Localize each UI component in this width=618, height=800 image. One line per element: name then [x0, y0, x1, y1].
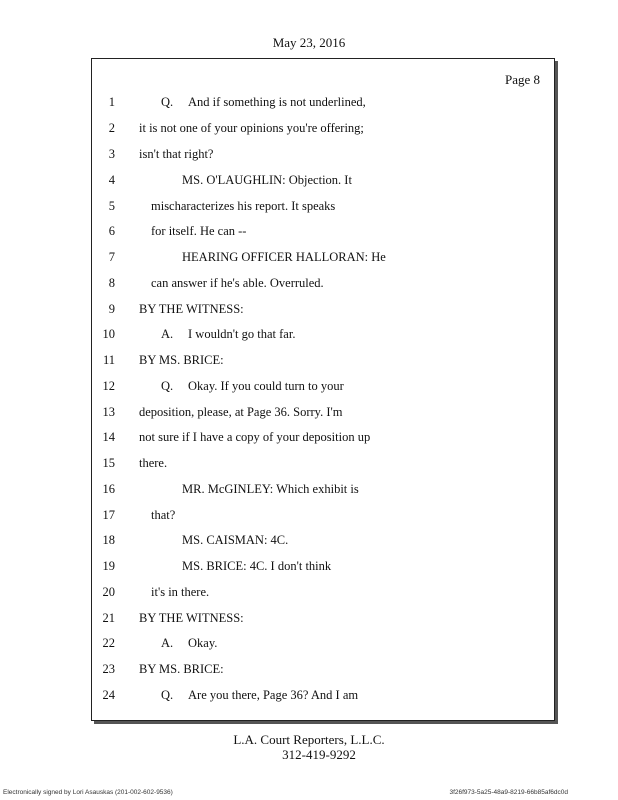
transcript-line-24: [92, 685, 554, 705]
line-text: BY THE WITNESS:: [139, 611, 244, 625]
electronic-signature: Electronically signed by Lori Asauskas (201-002-602-9536): [3, 789, 173, 796]
footer-phone: 312-419-9292: [282, 747, 356, 762]
line-number: 13: [102, 405, 115, 419]
transcript-line-19: [92, 556, 554, 576]
line-number: 22: [102, 636, 115, 650]
line-text: Q. Okay. If you could turn to your: [161, 379, 344, 393]
line-text: BY MS. BRICE:: [139, 662, 224, 676]
transcript-line-23: [92, 659, 554, 679]
transcript-page: [91, 58, 555, 721]
line-number: 8: [108, 276, 115, 290]
transcript-line-11: [92, 350, 554, 370]
header-date: May 23, 2016: [272, 35, 346, 50]
transcript-line-13: [92, 402, 554, 422]
line-number: 16: [102, 482, 115, 496]
line-number: 1: [108, 95, 115, 109]
footer-company: L.A. Court Reporters, L.L.C.: [233, 732, 385, 747]
line-number: 19: [102, 559, 115, 573]
page-number: Page 8: [504, 72, 540, 87]
footer: [0, 732, 618, 762]
line-number: 11: [102, 353, 115, 367]
line-number: 17: [102, 508, 115, 522]
line-number: 10: [102, 327, 115, 341]
line-text: A. Okay.: [161, 636, 218, 650]
line-text: there.: [139, 456, 168, 470]
transcript-line-16: [92, 479, 554, 499]
line-number: 7: [108, 250, 115, 264]
transcript-line-3: [92, 144, 554, 164]
transcript-line-2: [92, 118, 554, 138]
transcript-line-21: [92, 608, 554, 628]
line-number: 21: [102, 611, 115, 625]
line-text: Q. And if something is not underlined,: [161, 95, 366, 109]
line-text: BY THE WITNESS:: [139, 302, 244, 316]
line-text: not sure if I have a copy of your deposition up: [139, 430, 371, 444]
line-text: MS. BRICE: 4C. I don't think: [182, 559, 332, 573]
line-number: 2: [108, 121, 115, 135]
transcript-line-20: [92, 582, 554, 602]
line-number: 6: [108, 224, 115, 238]
transcript-line-6: [92, 221, 554, 241]
line-number: 5: [108, 199, 115, 213]
line-text: MS. CAISMAN: 4C.: [182, 533, 289, 547]
line-text: deposition, please, at Page 36. Sorry. I'm: [139, 405, 343, 419]
line-text: HEARING OFFICER HALLORAN: He: [182, 250, 386, 264]
line-number: 18: [102, 533, 115, 547]
line-text: mischaracterizes his report. It speaks: [151, 199, 336, 213]
transcript-line-14: [92, 427, 554, 447]
line-text: that?: [151, 508, 176, 522]
transcript-line-4: [92, 170, 554, 190]
line-text: BY MS. BRICE:: [139, 353, 224, 367]
line-number: 3: [108, 147, 115, 161]
line-text: isn't that right?: [139, 147, 214, 161]
line-number: 14: [102, 430, 115, 444]
transcript-line-22: [92, 633, 554, 653]
line-text: it's in there.: [151, 585, 210, 599]
document-guid: 3f26f973-5a25-48a9-8219-66b85af6dc0d: [449, 789, 568, 796]
line-number: 15: [102, 456, 115, 470]
transcript-line-5: [92, 196, 554, 216]
line-text: it is not one of your opinions you're offering;: [139, 121, 364, 135]
transcript-line-10: [92, 324, 554, 344]
line-number: 4: [108, 173, 115, 187]
line-text: Q. Are you there, Page 36? And I am: [161, 688, 359, 702]
line-number: 23: [102, 662, 115, 676]
transcript-line-17: [92, 505, 554, 525]
line-text: for itself. He can --: [151, 224, 247, 238]
transcript-line-7: [92, 247, 554, 267]
line-text: MS. O'LAUGHLIN: Objection. It: [182, 173, 352, 187]
transcript-line-15: [92, 453, 554, 473]
line-number: 12: [102, 379, 115, 393]
transcript-line-8: [92, 273, 554, 293]
line-number: 20: [102, 585, 115, 599]
transcript-line-1: [92, 92, 554, 112]
transcript-line-18: [92, 530, 554, 550]
line-number: 24: [102, 688, 115, 702]
line-text: can answer if he's able. Overruled.: [151, 276, 324, 290]
line-number: 9: [108, 302, 115, 316]
transcript-line-9: [92, 299, 554, 319]
line-text: MR. McGINLEY: Which exhibit is: [182, 482, 359, 496]
transcript-line-12: [92, 376, 554, 396]
line-text: A. I wouldn't go that far.: [161, 327, 296, 341]
